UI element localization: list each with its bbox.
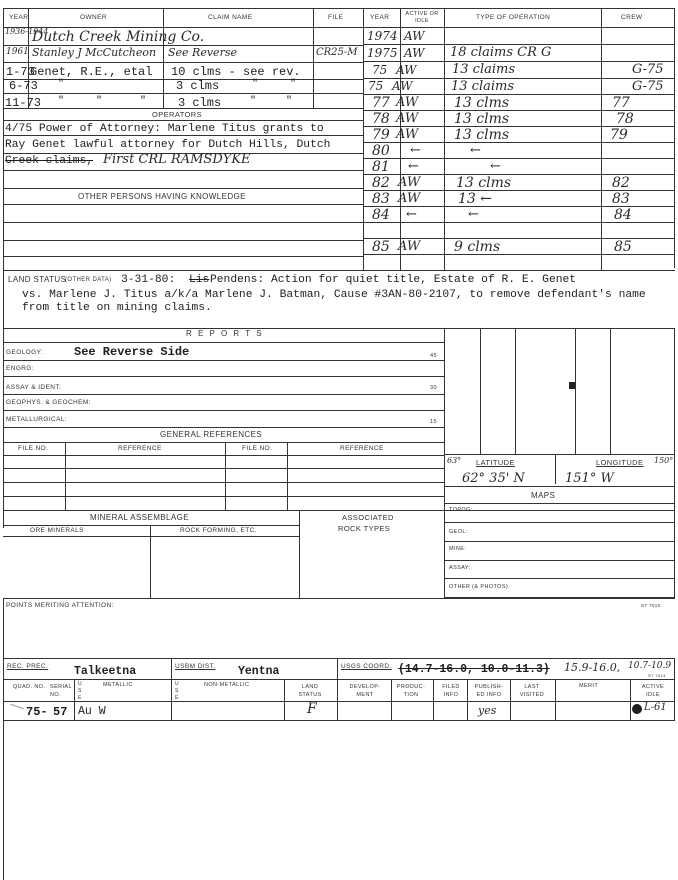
- ditto-mark: ": [286, 96, 293, 107]
- maps-geol: GEOL:: [449, 529, 468, 535]
- activity-row-9-year: 81: [372, 159, 390, 175]
- black-dot-marker: [632, 704, 642, 714]
- rock-types-label: ROCK TYPES: [338, 524, 391, 533]
- owner-row-4-year: 6-73: [9, 79, 38, 93]
- activity-row-8-year: 80: [372, 143, 390, 159]
- long-prefix: 150°: [654, 456, 674, 465]
- activity-row-8-operation: ←: [470, 143, 481, 158]
- col-production: PRODUC- TION: [396, 684, 426, 698]
- col-land-status: LAND STATUS: [298, 684, 322, 698]
- col-last-visited: LAST VISITED: [519, 684, 545, 698]
- ditto-mark: ": [250, 96, 257, 107]
- ditto-mark: ": [96, 96, 103, 107]
- activity-row-7-status: AW: [396, 127, 419, 142]
- activity-row-11-year: 83: [372, 191, 390, 207]
- activity-row-4-crew: G-75: [632, 79, 664, 94]
- operators-line-3: Creek claims,: [5, 155, 94, 167]
- maps-topog: TOPOG:: [449, 507, 473, 513]
- rec-prec-label: REC. PREC.: [7, 663, 49, 670]
- activity-row-10-crew: 82: [612, 175, 630, 191]
- e-letter: E: [175, 695, 179, 701]
- activity-row-1-year: 1974: [367, 29, 398, 43]
- usgs-coord-label: USGS COORD.: [341, 663, 392, 670]
- other-persons-label: OTHER PERSONS HAVING KNOWLEDGE: [78, 192, 246, 201]
- activity-row-7-crew: 79: [610, 127, 628, 143]
- usgs-coord-new-2: 10.7-10.9: [628, 661, 672, 671]
- e-letter: E: [78, 695, 82, 701]
- usgs-coord-new: 15.9-16.0,: [564, 661, 621, 674]
- maps-other: OTHER (& PHOTOS): [449, 584, 509, 590]
- header-claim-name: CLAIM NAME: [208, 14, 253, 21]
- activity-row-13-crew: 85: [614, 239, 632, 255]
- activity-row-6-status: AW: [396, 111, 419, 126]
- col-active-idle: ACTIVE IDLE: [641, 684, 665, 698]
- col-development: DEVELOP- MENT: [349, 684, 381, 698]
- activity-row-2-year: 1975: [367, 46, 398, 60]
- s-letter: S: [175, 688, 179, 694]
- owner-row-3-year: 1-73: [6, 65, 35, 79]
- ref-col-file-no: FILE NO.: [18, 445, 49, 452]
- form-number: S7 7010: [641, 603, 661, 608]
- col-metallic: METALLIC: [103, 682, 133, 688]
- reports-row-5-num: 15: [430, 419, 437, 425]
- activity-row-6-year: 78: [372, 111, 390, 127]
- activity-row-3-status: AW: [396, 63, 417, 77]
- col-filed-info: FILED INFO: [442, 684, 460, 698]
- activity-row-11-operation: 13 ←: [458, 191, 492, 207]
- header-file: FILE: [328, 14, 344, 21]
- usgs-coord-struck: (14.7-16.0, 10.0-11.3): [398, 663, 550, 676]
- land-status-sublabel: (OTHER DATA): [65, 277, 112, 283]
- owner-row-2-file: CR25-M: [316, 47, 358, 58]
- usgs-small-code: S7 7014: [648, 673, 666, 678]
- activity-row-5-crew: 77: [612, 95, 630, 111]
- active-idle-value: L-61: [644, 702, 667, 713]
- maps-assay: ASSAY:: [449, 565, 471, 571]
- quad-no-value: 75-: [26, 705, 48, 719]
- reports-row-2-label: ENGRG:: [6, 365, 35, 372]
- owner-row-3-owner: Genet, R.E., etal: [30, 65, 153, 79]
- activity-row-3-crew: G-75: [632, 62, 664, 77]
- col-quad-no: QUAD. NO.: [13, 684, 46, 690]
- pencil-mark: [10, 704, 23, 710]
- header-type-of-operation: TYPE OF OPERATION: [476, 14, 551, 21]
- ref-col-reference: REFERENCE: [118, 445, 162, 452]
- serial-no-value: 57: [53, 705, 68, 719]
- reports-title: R E P O R T S: [186, 329, 264, 338]
- activity-row-12-status: ←: [406, 207, 417, 222]
- land-status-date: 3-31-80:: [121, 274, 176, 286]
- reports-row-1-label: GEOLOGY:: [6, 349, 44, 356]
- u-letter: U: [175, 681, 180, 687]
- ditto-mark: ": [140, 96, 147, 107]
- operators-line-1: 4/75 Power of Attorney: Marlene Titus grants to: [5, 123, 324, 135]
- owner-row-3-claim: 10 clms - see rev.: [171, 65, 301, 79]
- associated-label: ASSOCIATED: [342, 513, 394, 522]
- activity-row-3-operation: 13 claims: [452, 62, 516, 77]
- activity-row-1-status: AW: [404, 29, 425, 43]
- reports-row-4-label: GEOPHYS. & GEOCHEM:: [6, 399, 91, 406]
- col-published-info: PUBLISH- ED INFO: [474, 684, 504, 698]
- header-year: YEAR: [9, 14, 29, 21]
- owner-row-2-year: 1961: [6, 47, 29, 57]
- longitude-label: LONGITUDE: [596, 458, 644, 467]
- ink-mark: [569, 382, 575, 389]
- activity-row-5-status: AW: [396, 95, 419, 110]
- reports-row-3-num: 30: [430, 385, 437, 391]
- activity-row-3-year: 75: [372, 63, 388, 77]
- longitude-value: 151° W: [565, 471, 614, 486]
- u-letter: U: [78, 681, 83, 687]
- activity-row-4-operation: 13 claims: [451, 79, 515, 94]
- reports-row-1-value: See Reverse Side: [74, 345, 190, 359]
- mineral-title: MINERAL ASSEMBLAGE: [90, 513, 189, 522]
- owner-row-4-claim: 3 clms: [176, 79, 220, 93]
- activity-row-13-operation: 9 clms: [454, 239, 501, 255]
- activity-row-13-status: AW: [398, 239, 421, 254]
- col-non-metallic: NON-METALLIC: [204, 682, 250, 688]
- latitude-value: 62° 35' N: [462, 471, 525, 486]
- col-serial-no: SERIAL NO.: [50, 684, 72, 698]
- lat-prefix: 63°: [447, 456, 462, 465]
- header-year-2: YEAR: [370, 14, 390, 21]
- ref-col-file-no-2: FILE NO.: [242, 445, 273, 452]
- activity-row-10-operation: 13 clms: [456, 175, 512, 191]
- rock-forming-label: ROCK FORMING, ETC.: [180, 527, 257, 534]
- land-status-value: F: [307, 701, 317, 717]
- latitude-label: LATITUDE: [476, 458, 515, 467]
- land-status-line-3: from title on mining claims.: [22, 302, 212, 314]
- owner-row-5-claim: 3 clms: [178, 96, 222, 110]
- maps-mine: MINE:: [449, 546, 467, 552]
- points-meriting-label: POINTS MERITING ATTENTION:: [6, 602, 114, 609]
- operators-line-2: Ray Genet lawful attorney for Dutch Hills, Dutch: [5, 139, 331, 151]
- land-status-struck: Lis: [189, 274, 210, 286]
- s-letter: S: [78, 688, 82, 694]
- activity-row-8-status: ←: [410, 143, 421, 158]
- usbm-dist-label: USBM DIST.: [175, 663, 216, 670]
- header-active-or-idle: ACTIVE OR IDLE: [405, 11, 439, 24]
- activity-row-6-operation: 13 clms: [454, 111, 510, 127]
- activity-row-11-crew: 83: [612, 191, 630, 207]
- activity-row-2-status: AW: [404, 46, 425, 60]
- owner-row-4-owner: ": [58, 79, 65, 90]
- activity-row-11-status: AW: [398, 191, 421, 206]
- ditto-mark: ": [252, 79, 259, 90]
- land-status-label: LAND STATUS: [8, 275, 67, 284]
- activity-row-7-operation: 13 clms: [454, 127, 510, 143]
- activity-row-2-operation: 18 claims CR G: [450, 45, 552, 60]
- activity-row-9-operation: ←: [490, 159, 501, 174]
- col-merit: MERIT: [579, 683, 599, 689]
- usbm-dist-value: Yentna: [238, 665, 280, 678]
- activity-row-12-year: 84: [372, 207, 390, 223]
- activity-row-4-status: AW: [392, 79, 413, 93]
- activity-row-6-crew: 78: [616, 111, 634, 127]
- rec-prec-value: Talkeetna: [74, 665, 137, 678]
- activity-row-4-year: 75: [368, 79, 384, 93]
- metallic-value: Au W: [78, 705, 106, 718]
- owner-row-2-claim: See Reverse: [168, 46, 237, 59]
- activity-row-12-crew: 84: [614, 207, 632, 223]
- ref-col-reference-2: REFERENCE: [340, 445, 384, 452]
- general-references-title: GENERAL REFERENCES: [160, 430, 263, 439]
- activity-row-7-year: 79: [372, 127, 390, 143]
- owner-row-5-year: 11-73: [5, 96, 42, 110]
- maps-title: MAPS: [531, 491, 556, 500]
- activity-row-12-operation: ←: [468, 207, 479, 222]
- owner-row-5-owner: ": [58, 96, 65, 107]
- header-owner: OWNER: [80, 14, 107, 21]
- ditto-mark: ": [290, 79, 297, 90]
- owner-row-1-year: 1936-1944: [5, 27, 49, 36]
- activity-row-10-status: AW: [398, 175, 421, 190]
- published-info-value: yes: [478, 704, 497, 717]
- reports-row-5-label: METALLURGICAL:: [6, 416, 68, 423]
- land-status-line-1: Pendens: Action for quiet title, Estate of R. E. Genet: [210, 274, 577, 286]
- operators-label: OPERATORS: [152, 110, 202, 119]
- activity-row-9-status: ←: [408, 159, 419, 174]
- activity-row-5-operation: 13 clms: [454, 95, 510, 111]
- owner-row-1-owner: Dutch Creek Mining Co.: [32, 29, 205, 45]
- ore-minerals-label: ORE MINERALS: [30, 527, 84, 534]
- activity-row-13-year: 85: [372, 239, 390, 255]
- land-status-line-2: vs. Marlene J. Titus a/k/a Marlene J. Batman, Cause #3AN-80-2107, to remove defendant's name: [22, 289, 646, 301]
- reports-row-1-num: 45: [430, 353, 437, 359]
- activity-row-10-year: 82: [372, 175, 390, 191]
- reports-row-3-label: ASSAY & IDENT:: [6, 384, 62, 391]
- owner-row-2-owner: Stanley J McCutcheon: [32, 46, 157, 59]
- activity-row-5-year: 77: [372, 95, 390, 111]
- header-crew: CREW: [621, 14, 643, 21]
- operators-handwritten: First CRL RAMSDYKE: [103, 152, 251, 167]
